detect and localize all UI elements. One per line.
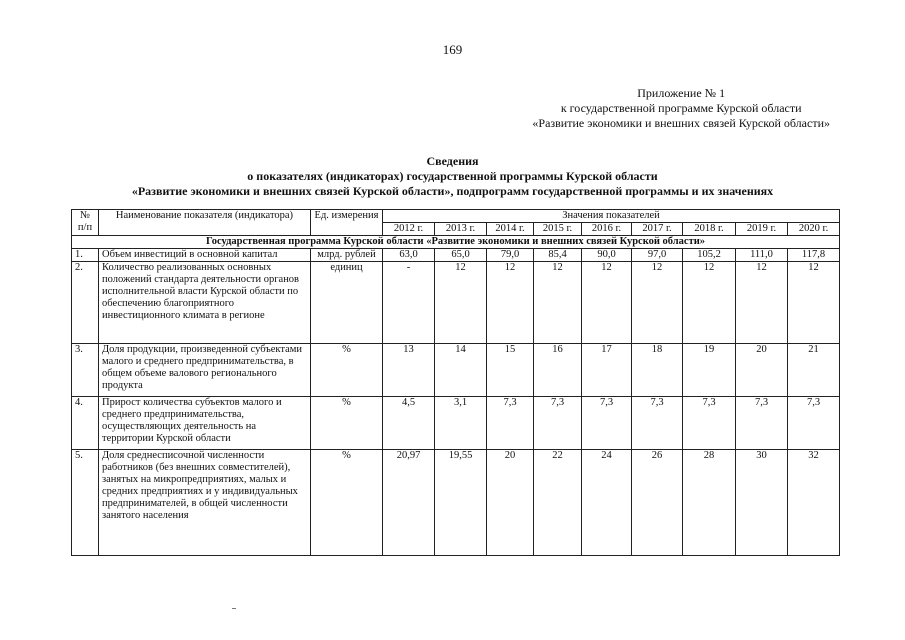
value-cell: 22 — [534, 450, 582, 556]
value-cell: 12 — [534, 262, 582, 344]
header-year: 2020 г. — [788, 223, 840, 236]
value-cell: 65,0 — [435, 249, 487, 262]
row-number: 3. — [72, 344, 99, 397]
header-num: № п/п — [72, 210, 99, 236]
header-name: Наименование показателя (индикатора) — [99, 210, 311, 236]
indicator-name: Доля среднесписочной численности работников (без внешних совместителей), занятых на микропредприятиях, малых и средних предприятиях и у индивидуальных предпринимателей, в общей численности занятого населения — [99, 450, 311, 556]
value-cell: 12 — [582, 262, 632, 344]
value-cell: 26 — [632, 450, 683, 556]
unit-cell: млрд. рублей — [311, 249, 383, 262]
appendix-line-2: к государственной программе Курской области — [560, 101, 802, 115]
value-cell: 105,2 — [683, 249, 736, 262]
value-cell: 30 — [736, 450, 788, 556]
appendix-line-1: Приложение № 1 — [637, 86, 726, 100]
value-cell: 63,0 — [383, 249, 435, 262]
value-cell: 14 — [435, 344, 487, 397]
table-row — [72, 249, 840, 262]
appendix-line-3: «Развитие экономики и внешних связей Курской области» — [532, 116, 830, 130]
row-number: 1. — [72, 249, 99, 262]
row-number: 4. — [72, 397, 99, 450]
value-cell: 117,8 — [788, 249, 840, 262]
header-row-1 — [72, 210, 840, 223]
value-cell: 13 — [383, 344, 435, 397]
header-unit: Ед. измерения — [311, 210, 383, 236]
table-row — [72, 262, 840, 344]
value-cell: 12 — [736, 262, 788, 344]
value-cell: 97,0 — [632, 249, 683, 262]
value-cell: 85,4 — [534, 249, 582, 262]
header-values: Значения показателей — [383, 210, 840, 223]
header-year: 2016 г. — [582, 223, 632, 236]
value-cell: 3,1 — [435, 397, 487, 450]
value-cell: 19,55 — [435, 450, 487, 556]
value-cell: 12 — [435, 262, 487, 344]
value-cell: 16 — [534, 344, 582, 397]
header-year: 2013 г. — [435, 223, 487, 236]
value-cell: 7,3 — [632, 397, 683, 450]
value-cell: 18 — [632, 344, 683, 397]
value-cell: 12 — [683, 262, 736, 344]
indicators-table — [71, 209, 840, 556]
row-number: 5. — [72, 450, 99, 556]
value-cell: 20 — [487, 450, 534, 556]
value-cell: 111,0 — [736, 249, 788, 262]
value-cell: 21 — [788, 344, 840, 397]
value-cell: 7,3 — [534, 397, 582, 450]
appendix-note — [532, 86, 830, 131]
value-cell: 90,0 — [582, 249, 632, 262]
table-row — [72, 397, 840, 450]
heading-line-2: о показателях (индикаторах) государственной программы Курской области — [247, 169, 658, 183]
row-number: 2. — [72, 262, 99, 344]
value-cell: 15 — [487, 344, 534, 397]
page-number: 169 — [442, 42, 463, 57]
value-cell: 7,3 — [788, 397, 840, 450]
value-cell: 19 — [683, 344, 736, 397]
value-cell: 20 — [736, 344, 788, 397]
indicator-name: Доля продукции, произведенной субъектами малого и среднего предпринимательства, в общем объеме валового регионального продукта — [99, 344, 311, 397]
indicator-name: Объем инвестиций в основной капитал — [99, 249, 311, 262]
unit-cell: % — [311, 344, 383, 397]
section-title: Государственная программа Курской области «Развитие экономики и внешних связей Курской области» — [72, 236, 840, 249]
heading-line-3: «Развитие экономики и внешних связей Курской области», подпрограмм государственной программы и их значениях — [131, 184, 774, 198]
value-cell: 7,3 — [582, 397, 632, 450]
header-year: 2012 г. — [383, 223, 435, 236]
header-year: 2015 г. — [534, 223, 582, 236]
document-heading — [0, 154, 905, 199]
header-year: 2018 г. — [683, 223, 736, 236]
header-year: 2014 г. — [487, 223, 534, 236]
section-row — [72, 236, 840, 249]
table-row — [72, 344, 840, 397]
scan-speck — [232, 608, 236, 609]
heading-line-1: Сведения — [426, 154, 479, 168]
value-cell: - — [383, 262, 435, 344]
value-cell: 32 — [788, 450, 840, 556]
value-cell: 12 — [632, 262, 683, 344]
value-cell: 20,97 — [383, 450, 435, 556]
indicator-name: Количество реализованных основных положений стандарта деятельности органов исполнительной власти Курской области по обеспечению благоприятного инвестиционного климата в регионе — [99, 262, 311, 344]
table-row — [72, 450, 840, 556]
value-cell: 4,5 — [383, 397, 435, 450]
unit-cell: % — [311, 450, 383, 556]
value-cell: 24 — [582, 450, 632, 556]
header-year: 2019 г. — [736, 223, 788, 236]
value-cell: 12 — [788, 262, 840, 344]
value-cell: 7,3 — [736, 397, 788, 450]
indicator-name: Прирост количества субъектов малого и среднего предпринимательства, осуществляющих деятельность на территории Курской области — [99, 397, 311, 450]
value-cell: 79,0 — [487, 249, 534, 262]
value-cell: 7,3 — [683, 397, 736, 450]
value-cell: 7,3 — [487, 397, 534, 450]
value-cell: 28 — [683, 450, 736, 556]
header-year: 2017 г. — [632, 223, 683, 236]
unit-cell: единиц — [311, 262, 383, 344]
unit-cell: % — [311, 397, 383, 450]
value-cell: 12 — [487, 262, 534, 344]
value-cell: 17 — [582, 344, 632, 397]
